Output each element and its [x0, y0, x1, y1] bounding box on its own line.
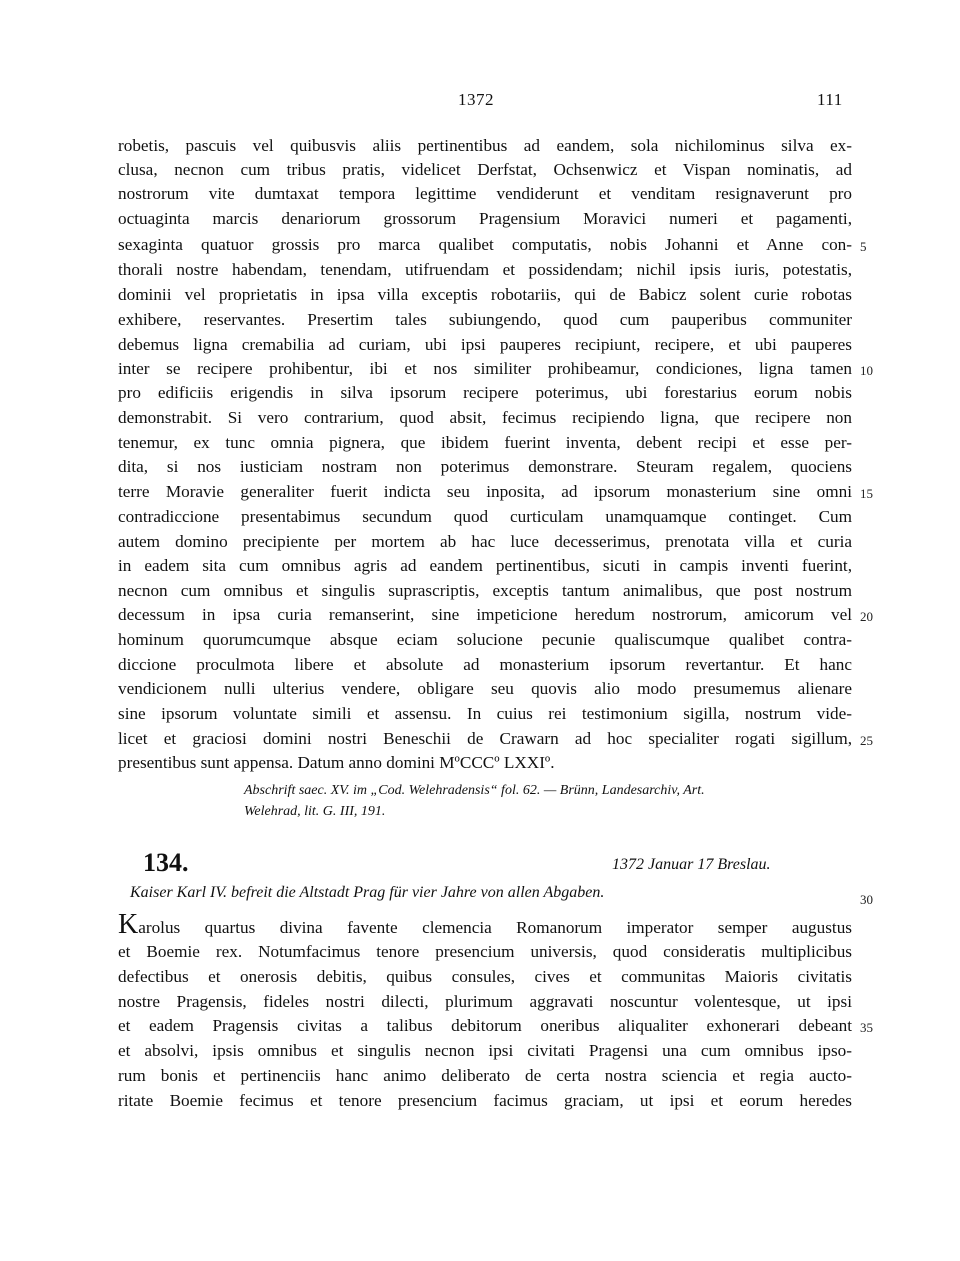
text-line: octuaginta marcis denariorum grossorum Pragensium Moravici numeri et pagamenti, [118, 209, 852, 228]
text-line: et eadem Pragensis civitas a talibus debitorum oneribus aliqualiter exhonerari debeant [118, 1016, 852, 1035]
text-line: pro edificiis erigendis in silva ipsorum recipere poterimus, ubi forestarius eorum nobis [118, 383, 852, 402]
text-line: demonstrabit. Si vero contrarium, quod absit, fecimus recipiendo ligna, que recipere non [118, 408, 852, 427]
text-line: sine ipsorum voluntate simili et assensu. In cuius rei testimonium sigilla, nostrum vide- [118, 704, 852, 723]
text-line: et Boemie rex. Notumfacimus tenore presencium universis, quod consideratis multiplicibus [118, 942, 852, 961]
text-line: tenemur, ex tunc omnia pignera, que ibidem fuerint inventa, debent recipi et esse per- [118, 433, 852, 452]
text-line: sexaginta quatuor grossis pro marca qualibet computatis, nobis Johanni et Anne con- [118, 235, 852, 254]
text-line: nostre Pragensis, fideles nostri dilecti, plurimum aggravati noscuntur volentesque, ut ipsi [118, 992, 852, 1011]
text-line: terre Moravie generaliter fuerit indicta seu inposita, ad ipsorum monasterium sine omni [118, 482, 852, 501]
text-line: presentibus sunt appensa. Datum anno domini MºCCCº LXXIº. [118, 753, 555, 772]
text-line [118, 909, 852, 940]
page-year: 1372 [458, 90, 494, 109]
text-line: thorali nostre habendam, tenendam, utifruendam et possidendam; nichil ipsis iuris, potestatis, [118, 260, 852, 279]
text-line: diccione proculmota libere et absolute ad monasterium ipsorum revertantur. Et hanc [118, 655, 852, 674]
text-line: robetis, pascuis vel quibusvis aliis pertinentibus ad eandem, sola nichilominus silva ex- [118, 136, 852, 155]
text-line: necnon cum omnibus et singulis suprascriptis, exceptis tantum animalibus, que post nostrum [118, 581, 852, 600]
document-number: 134. [143, 848, 189, 877]
document-summary: Kaiser Karl IV. befreit die Altstadt Prag für vier Jahre von allen Abgaben. [130, 884, 605, 901]
text-line: contradiccione presentabimus secundum quod curticulam unamquamque continget. Cum [118, 507, 852, 526]
line-number: 30 [860, 892, 873, 907]
text-line: in eadem sita cum omnibus agris ad eandem pertinentibus, sicuti in campis inventi fuerint, [118, 556, 852, 575]
line-number: 10 [860, 363, 873, 378]
text-line: autem domino precipiente per mortem ab hac luce decesserimus, prenotata villa et curia [118, 532, 852, 551]
first-line-text: arolus quartus divina favente clemencia Romanorum imperator semper augustus [138, 918, 852, 937]
text-line: clusa, necnon cum tribus pratis, videlicet Derfstat, Ochsenwicz et Vispan nominatis, ad [118, 160, 852, 179]
text-line: et absolvi, ipsis omnibus et singulis necnon ipsi civitati Pragensi una cum omnibus ipso- [118, 1041, 852, 1060]
text-line: inter se recipere prohibentur, ibi et nos similiter prohibeamur, condiciones, ligna tamen [118, 359, 852, 378]
source-note-line: Abschrift saec. XV. im „Cod. Welehradensis“ fol. 62. — Brünn, Landesarchiv, Art. [244, 783, 705, 798]
line-number: 5 [860, 239, 867, 254]
text-line: vendicionem nulli ulterius vendere, obligare seu quovis alio modo presumemus alienare [118, 679, 852, 698]
line-number: 20 [860, 609, 873, 624]
line-number: 35 [860, 1020, 873, 1035]
page-number: 111 [817, 90, 843, 109]
text-line: defectibus et onerosis debitis, quibus consules, cives et communitas Maioris civitatis [118, 967, 852, 986]
line-number: 25 [860, 733, 873, 748]
text-line: debemus ligna cremabilia ad curiam, ubi ipsi pauperes recipiunt, recipere, et ubi pauperes [118, 335, 852, 354]
text-line: ritate Boemie fecimus et tenore presencium facimus graciam, ut ipsi et eorum heredes [118, 1091, 852, 1110]
text-line: nostrorum vite dumtaxat tempora legittime vendiderunt et venditam resignaverunt pro [118, 184, 852, 203]
source-note-line: Welehrad, lit. G. III, 191. [244, 804, 386, 819]
text-line: exhibere, reservantes. Presertim tales subiungendo, quod cum pauperibus communiter [118, 310, 852, 329]
text-line: decessum in ipsa curia remanserint, sine impeticione heredum nostrorum, amicorum vel [118, 605, 852, 624]
text-line: dominii vel proprietatis in ipsa villa exceptis robotariis, qui de Babicz solent curie robotas [118, 285, 852, 304]
text-line: hominum quorumcumque absque eciam solucione pecunie qualiscumque qualibet contra- [118, 630, 852, 649]
text-line: licet et graciosi domini nostri Beneschii de Crawarn ad hoc specialiter rogati sigillum, [118, 729, 852, 748]
text-line: dita, si nos iusticiam nostram non poterimus demonstrare. Steuram regalem, quociens [118, 457, 852, 476]
document-date-place: 1372 Januar 17 Breslau. [612, 856, 771, 873]
line-number: 15 [860, 486, 873, 501]
text-line: rum bonis et pertinenciis hanc animo deliberato de certa nostra sciencia et regia aucto- [118, 1066, 852, 1085]
initial-letter: K [118, 909, 139, 940]
